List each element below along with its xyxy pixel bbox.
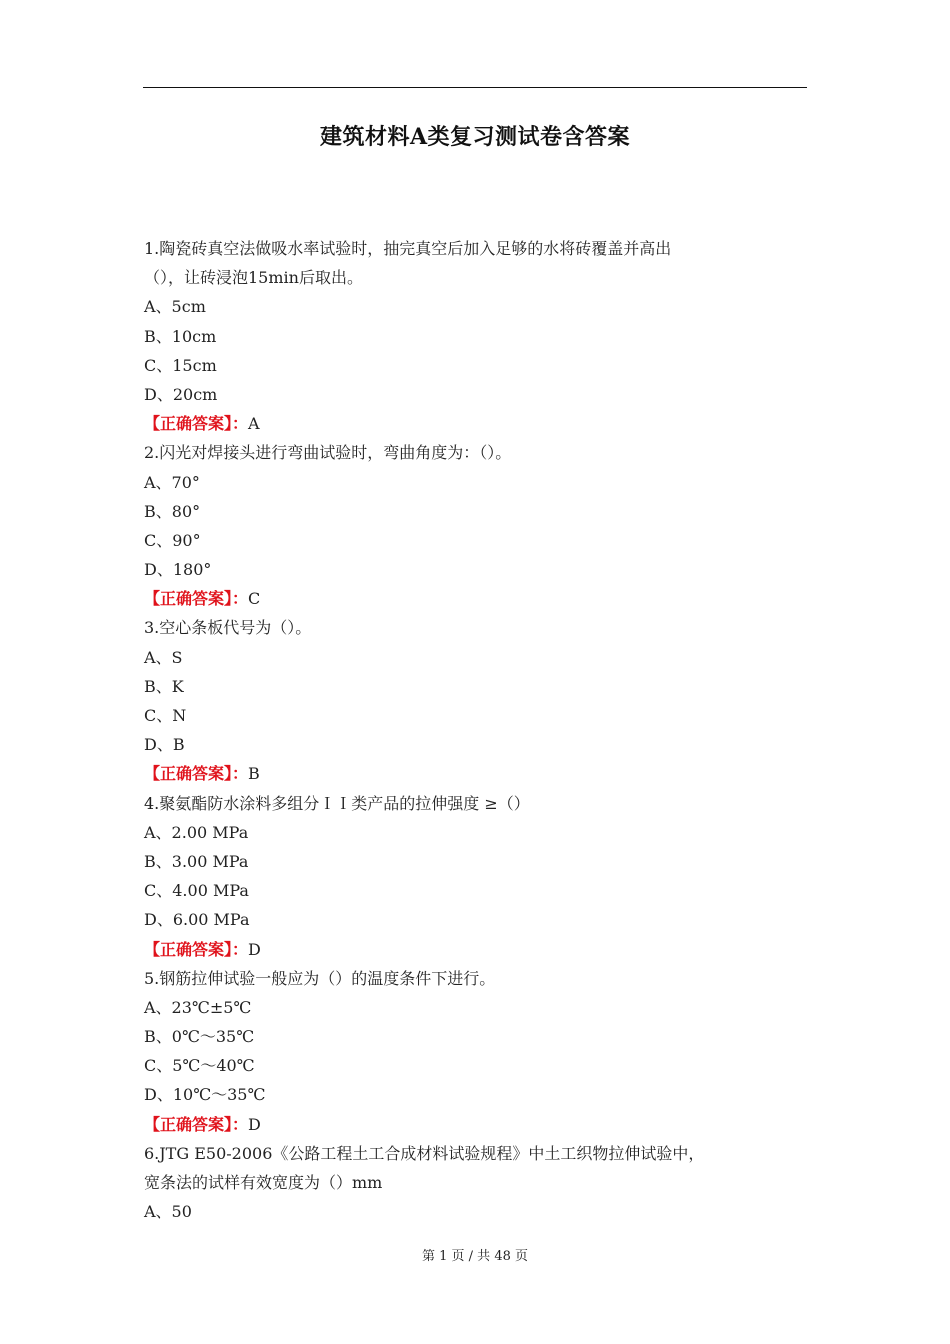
document-title: 建筑材料A类复习测试卷含答案 — [319, 124, 631, 150]
question-6 — [144, 1139, 806, 1227]
answer-option: D、180° — [144, 560, 212, 580]
question-3 — [144, 613, 806, 788]
correct-answer-label: 【正确答案】： — [144, 1114, 249, 1134]
question-text: 5.钢筋拉伸试验一般应为（）的温度条件下进行。 — [144, 968, 496, 988]
answer-option: A、50 — [144, 1202, 192, 1222]
correct-answer-row — [144, 409, 806, 438]
answer-option: A、2.00 MPa — [144, 822, 249, 842]
answer-option: D、6.00 MPa — [144, 910, 250, 930]
answer-option: A、5cm — [144, 297, 206, 317]
correct-answer-label: 【正确答案】： — [144, 764, 249, 784]
correct-answer-row — [144, 1110, 806, 1139]
header-rule — [143, 87, 807, 88]
question-text: 6.JTG E50-2006《公路工程土工合成材料试验规程》中土工织物拉伸试验中， — [144, 1143, 705, 1163]
question-text: 3.空心条板代号为（）。 — [144, 618, 312, 638]
correct-answer-row — [144, 935, 806, 964]
answer-option: D、10℃～35℃ — [144, 1085, 266, 1105]
correct-answer-value: D — [248, 1114, 261, 1134]
correct-answer-value: B — [248, 764, 260, 784]
correct-answer-label: 【正确答案】： — [144, 939, 249, 959]
question-1 — [144, 234, 806, 438]
question-2 — [144, 438, 806, 613]
answer-option: B、3.00 MPa — [144, 851, 249, 871]
question-text: 2.闪光对焊接头进行弯曲试验时，弯曲角度为：（）。 — [144, 443, 512, 463]
answer-option: A、70° — [144, 472, 200, 492]
answer-option: B、80° — [144, 501, 201, 521]
question-text: 1.陶瓷砖真空法做吸水率试验时，抽完真空后加入足够的水将砖覆盖并高出 — [144, 239, 672, 258]
question-list — [144, 234, 806, 1226]
answer-option: C、4.00 MPa — [144, 881, 249, 901]
question-5 — [144, 964, 806, 1139]
answer-option: C、N — [144, 706, 187, 725]
answer-option: C、90° — [144, 530, 201, 550]
question-text: （），让砖浸泡15min后取出。 — [144, 268, 363, 288]
correct-answer-value: D — [248, 939, 261, 959]
answer-option: C、15cm — [144, 355, 217, 375]
question-text: 4.聚氨酯防水涂料多组分ＩＩ类产品的拉伸强度 ≥（） — [144, 793, 530, 813]
answer-option: D、20cm — [144, 384, 218, 404]
question-4 — [144, 789, 806, 964]
page-footer: 第 1 页 / 共 48 页 — [422, 1249, 528, 1264]
correct-answer-label: 【正确答案】： — [144, 589, 249, 609]
answer-option: B、K — [144, 676, 184, 696]
answer-option: B、10cm — [144, 326, 217, 346]
correct-answer-row — [144, 759, 806, 788]
correct-answer-value: C — [248, 589, 261, 609]
correct-answer-row — [144, 584, 806, 613]
correct-answer-value: A — [248, 414, 260, 434]
answer-option: A、23℃±5℃ — [144, 997, 252, 1017]
answer-option: D、B — [144, 735, 185, 755]
correct-answer-label: 【正确答案】： — [144, 414, 249, 434]
answer-option: A、S — [144, 647, 183, 667]
answer-option: B、0℃～35℃ — [144, 1027, 255, 1047]
question-text: 宽条法的试样有效宽度为（）mm — [144, 1173, 383, 1192]
answer-option: C、5℃～40℃ — [144, 1056, 255, 1076]
